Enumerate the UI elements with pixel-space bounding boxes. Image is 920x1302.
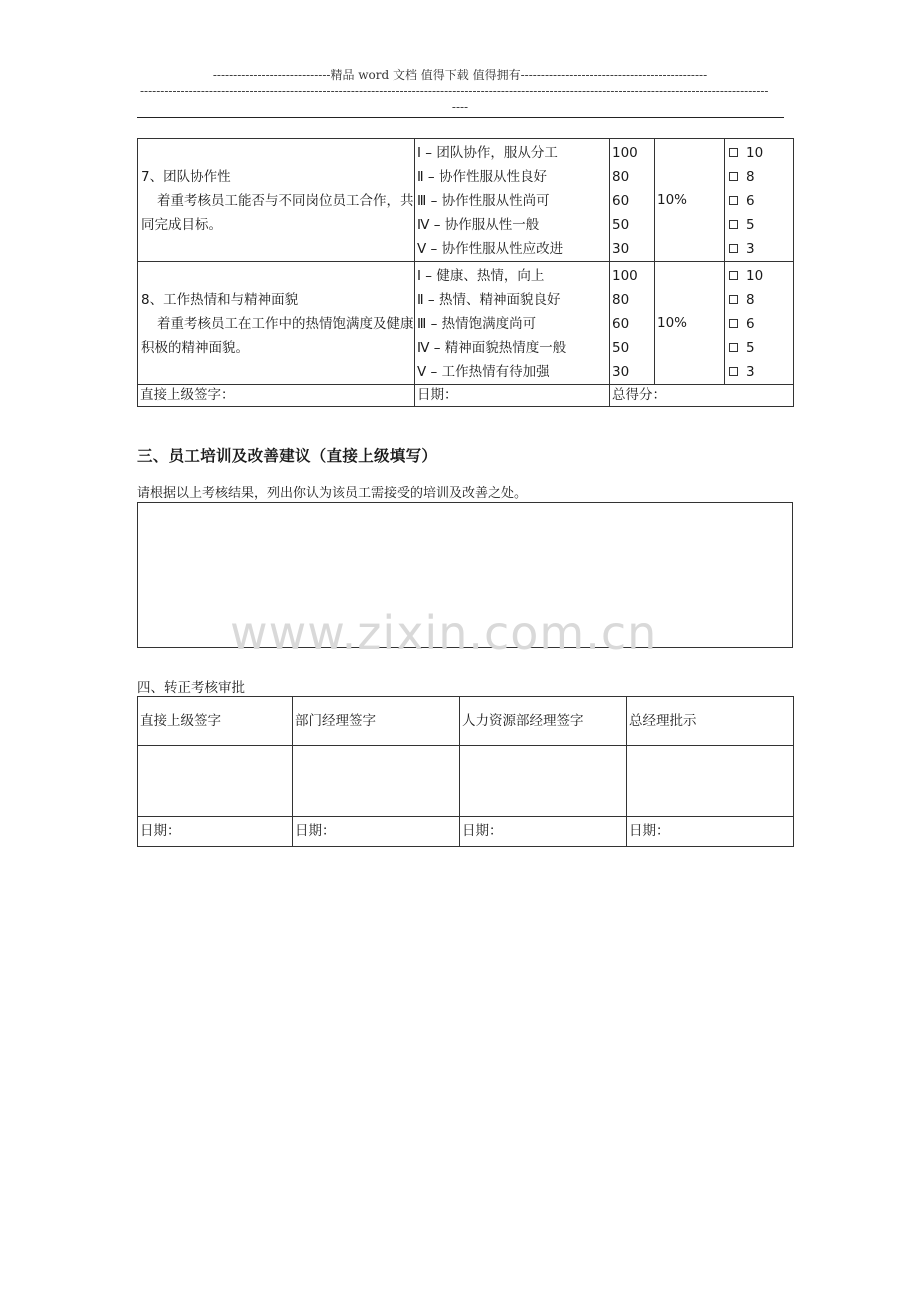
header-rule [137,117,784,118]
level-item: Ⅰ – 团队协作，服从分工 [417,145,558,161]
evaluation-row-7 [138,139,794,262]
hr-manager-signature-cell[interactable] [460,746,627,817]
score-value: 80 [612,169,630,185]
point-value: 10 [746,145,764,161]
approval-col-header: 直接上级签字 [138,697,293,746]
score-value: 30 [612,241,630,257]
point-option[interactable] [727,237,793,261]
checkbox-icon[interactable] [729,367,738,376]
level-item: Ⅲ – 协作性服从性尚可 [417,193,550,209]
evaluation-row-8 [138,262,794,385]
point-value: 5 [746,340,755,356]
checkbox-icon[interactable] [729,319,738,328]
score-value: 50 [612,217,630,233]
level-item: Ⅲ – 热情饱满度尚可 [417,316,537,332]
level-item: Ⅳ – 精神面貌热情度一般 [417,340,567,356]
score-value: 60 [612,193,630,209]
level-item: Ⅳ – 协作服从性一般 [417,217,540,233]
point-option[interactable] [727,264,793,288]
score-value: 50 [612,340,630,356]
approval-signature-row [138,746,794,817]
point-value: 5 [746,217,755,233]
checkbox-icon[interactable] [729,172,738,181]
checkbox-icon[interactable] [729,148,738,157]
level-item: Ⅱ – 协作性服从性良好 [417,169,547,185]
point-value: 3 [746,364,755,380]
checkbox-icon[interactable] [729,196,738,205]
total-score-field[interactable]: 总得分： [610,385,794,407]
point-value: 8 [746,169,755,185]
item-desc-line: 同完成目标。 [141,217,222,233]
points-list [725,139,794,262]
approval-col-header: 总经理批示 [627,697,794,746]
point-option[interactable] [727,189,793,213]
checkbox-icon[interactable] [729,244,738,253]
section3-instruction: 请根据以上考核结果，列出你认为该员工需接受的培训及改善之处。 [137,486,528,501]
point-value: 6 [746,316,755,332]
level-item: Ⅴ – 协作性服从性应改进 [417,241,564,257]
score-value: 100 [612,145,638,161]
checkbox-icon[interactable] [729,343,738,352]
item-desc-line: 着重考核员工能否与不同岗位员工合作，共 [157,193,414,209]
header-dash-line: ----------------------------------------------------------------------------------------------------------------------------------------------------------- [140,84,769,98]
point-value: 3 [746,241,755,257]
score-list [610,262,655,385]
item-title: 8、工作热情和与精神面貌 [141,292,299,308]
approval-table [137,696,794,847]
point-value: 10 [746,268,764,284]
section4-title: 四、转正考核审批 [137,680,245,696]
level-item: Ⅴ – 工作热情有待加强 [417,364,550,380]
date-field[interactable]: 日期： [138,817,293,847]
approval-col-header: 人力资源部经理签字 [460,697,627,746]
dept-manager-signature-cell[interactable] [293,746,460,817]
weight-cell: 10% [655,262,725,385]
point-option[interactable] [727,312,793,336]
point-option[interactable] [727,141,793,165]
point-value: 6 [746,193,755,209]
section3-title: 三、员工培训及改善建议（直接上级填写） [137,447,438,465]
level-item: Ⅰ – 健康、热情，向上 [417,268,545,284]
level-list [415,139,610,262]
item-desc-line: 积极的精神面貌。 [141,340,249,356]
point-option[interactable] [727,360,793,384]
approval-header-row [138,697,794,746]
approval-col-header: 部门经理签字 [293,697,460,746]
watermark: www.zixin.com.cn [230,606,658,660]
score-list [610,139,655,262]
item-description [138,139,415,262]
evaluation-sign-row [138,385,794,407]
date-field[interactable]: 日期： [460,817,627,847]
checkbox-icon[interactable] [729,295,738,304]
item-title: 7、团队协作性 [141,169,231,185]
point-option[interactable] [727,336,793,360]
points-list [725,262,794,385]
point-option[interactable] [727,213,793,237]
supervisor-signature-cell[interactable] [138,746,293,817]
checkbox-icon[interactable] [729,271,738,280]
level-list [415,262,610,385]
point-value: 8 [746,292,755,308]
item-desc-line: 着重考核员工在工作中的热情饱满度及健康 [157,316,414,332]
date-field[interactable]: 日期： [415,385,610,407]
checkbox-icon[interactable] [729,220,738,229]
score-value: 30 [612,364,630,380]
score-value: 60 [612,316,630,332]
gm-approval-cell[interactable] [627,746,794,817]
date-field[interactable]: 日期： [293,817,460,847]
point-option[interactable] [727,165,793,189]
point-option[interactable] [727,288,793,312]
weight-cell: 10% [655,139,725,262]
date-field[interactable]: 日期： [627,817,794,847]
supervisor-signature-field[interactable]: 直接上级签字： [138,385,415,407]
header-dash-tail: ---- [451,100,469,114]
approval-date-row [138,817,794,847]
evaluation-table [137,138,794,407]
score-value: 80 [612,292,630,308]
item-description [138,262,415,385]
score-value: 100 [612,268,638,284]
header-banner: -----------------------------精品 word 文档 值得下载 值得拥有---------------------------------------------- [212,68,708,82]
level-item: Ⅱ – 热情、精神面貌良好 [417,292,561,308]
